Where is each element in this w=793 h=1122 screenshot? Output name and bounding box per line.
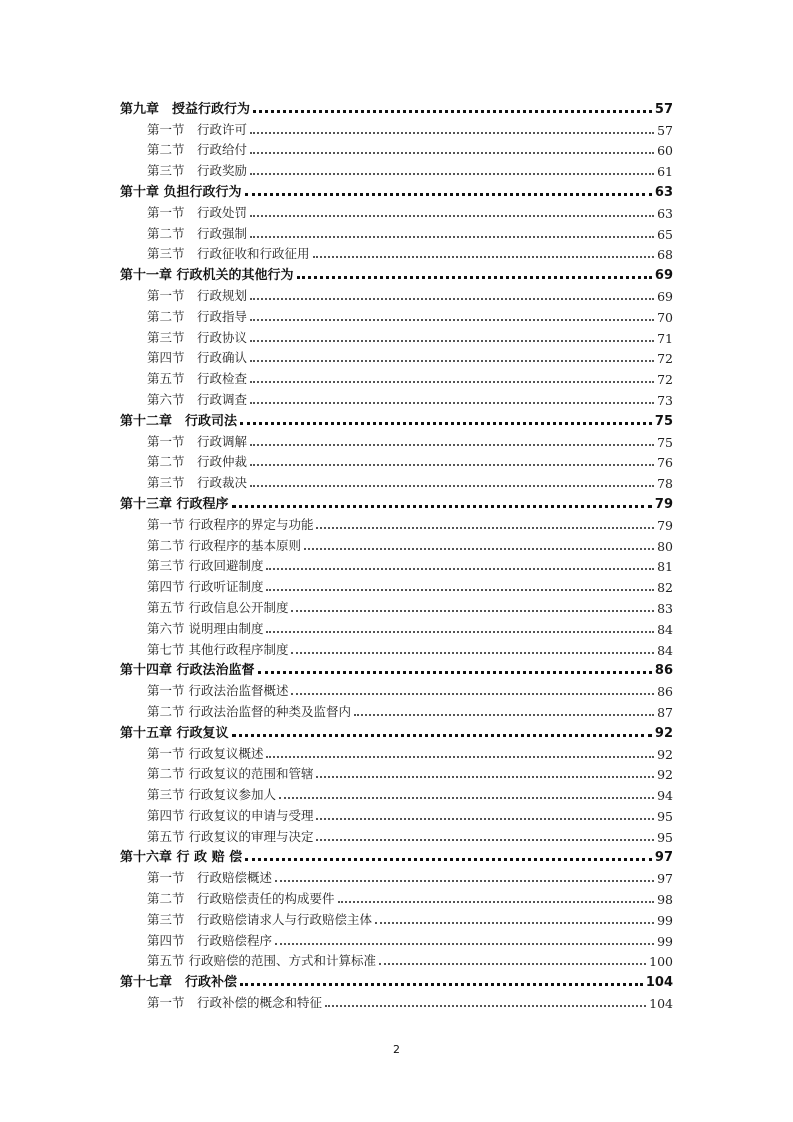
chapter-title: 第十五章 行政复议 — [120, 725, 229, 741]
section-page-number: 70 — [657, 309, 673, 325]
section-page-number: 99 — [657, 912, 673, 928]
dot-leader — [297, 276, 652, 279]
section-title: 第二节 行政给付 — [147, 142, 248, 158]
section-title: 第四节 行政听证制度 — [147, 579, 264, 595]
dot-leader — [266, 756, 654, 758]
toc-section-entry[interactable] — [120, 574, 673, 595]
section-page-number: 87 — [657, 704, 673, 720]
toc-section-entry[interactable] — [120, 512, 673, 533]
toc-chapter-entry[interactable] — [120, 658, 673, 679]
dot-leader — [304, 548, 654, 550]
dot-leader — [250, 381, 654, 383]
section-page-number: 69 — [657, 288, 673, 304]
section-title: 第一节 行政复议概述 — [147, 745, 264, 761]
section-title: 第二节 行政仲裁 — [147, 454, 248, 470]
section-title: 第三节 行政协议 — [147, 329, 248, 345]
dot-leader — [232, 734, 652, 737]
chapter-title: 第十六章 行 政 赔 偿 — [120, 850, 243, 866]
dot-leader — [316, 839, 654, 841]
section-title: 第二节 行政指导 — [147, 308, 248, 324]
section-page-number: 82 — [657, 580, 673, 596]
toc-section-entry[interactable] — [120, 200, 673, 221]
toc-section-entry[interactable] — [120, 242, 673, 263]
dot-leader — [313, 256, 655, 258]
toc-section-entry[interactable] — [120, 803, 673, 824]
table-of-contents — [120, 96, 673, 1011]
section-page-number: 104 — [649, 996, 673, 1012]
toc-section-entry[interactable] — [120, 554, 673, 575]
dot-leader — [316, 776, 654, 778]
dot-leader — [325, 1005, 646, 1007]
dot-leader — [275, 943, 654, 945]
section-title: 第五节 行政检查 — [147, 371, 248, 387]
section-title: 第五节 行政复议的审理与决定 — [147, 828, 314, 844]
dot-leader — [250, 485, 654, 487]
toc-chapter-entry[interactable] — [120, 720, 673, 741]
toc-chapter-entry[interactable] — [120, 491, 673, 512]
chapter-title: 第十二章 行政司法 — [120, 413, 238, 429]
toc-section-entry[interactable] — [120, 741, 673, 762]
dot-leader — [250, 340, 654, 342]
dot-leader — [245, 858, 652, 861]
section-page-number: 99 — [657, 933, 673, 949]
section-page-number: 75 — [657, 434, 673, 450]
toc-chapter-entry[interactable] — [120, 845, 673, 866]
section-page-number: 98 — [657, 892, 673, 908]
section-page-number: 95 — [657, 829, 673, 845]
chapter-page-number: 86 — [654, 663, 673, 679]
toc-section-entry[interactable] — [120, 762, 673, 783]
chapter-title: 第九章 授益行政行为 — [120, 101, 251, 117]
dot-leader — [250, 444, 654, 446]
toc-section-entry[interactable] — [120, 616, 673, 637]
section-page-number: 68 — [657, 247, 673, 263]
section-page-number: 78 — [657, 476, 673, 492]
toc-chapter-entry[interactable] — [120, 408, 673, 429]
section-page-number: 92 — [657, 746, 673, 762]
dot-leader — [275, 880, 654, 882]
toc-chapter-entry[interactable] — [120, 262, 673, 283]
dot-leader — [250, 402, 654, 404]
dot-leader — [250, 360, 654, 362]
section-title: 第二节 行政程序的基本原则 — [147, 537, 301, 553]
section-page-number: 63 — [657, 205, 673, 221]
dot-leader — [232, 505, 652, 508]
toc-section-entry[interactable] — [120, 990, 673, 1011]
chapter-title: 第十章 负担行政行为 — [120, 184, 242, 200]
section-title: 第二节 行政复议的范围和管辖 — [147, 766, 314, 782]
section-title: 第三节 行政复议参加人 — [147, 787, 276, 803]
chapter-page-number: 69 — [654, 268, 673, 284]
toc-section-entry[interactable] — [120, 158, 673, 179]
section-title: 第一节 行政程序的界定与功能 — [147, 516, 314, 532]
toc-chapter-entry[interactable] — [120, 179, 673, 200]
section-title: 第五节 行政赔偿的范围、方式和计算标准 — [147, 953, 376, 969]
dot-leader — [316, 527, 654, 529]
toc-section-entry[interactable] — [120, 304, 673, 325]
section-page-number: 83 — [657, 600, 673, 616]
dot-leader — [240, 422, 652, 425]
section-page-number: 61 — [657, 164, 673, 180]
dot-leader — [266, 568, 654, 570]
toc-section-entry[interactable] — [120, 824, 673, 845]
dot-leader — [316, 818, 654, 820]
section-page-number: 86 — [657, 684, 673, 700]
toc-section-entry[interactable] — [120, 221, 673, 242]
toc-section-entry[interactable] — [120, 678, 673, 699]
page-number: 2 — [393, 1043, 400, 1056]
dot-leader — [250, 319, 654, 321]
section-title: 第一节 行政调解 — [147, 433, 248, 449]
toc-section-entry[interactable] — [120, 346, 673, 367]
section-page-number: 65 — [657, 226, 673, 242]
toc-section-entry[interactable] — [120, 387, 673, 408]
dot-leader — [240, 983, 643, 986]
toc-section-entry[interactable] — [120, 886, 673, 907]
section-title: 第一节 行政补偿的概念和特征 — [147, 995, 323, 1011]
toc-section-entry[interactable] — [120, 949, 673, 970]
toc-section-entry[interactable] — [120, 470, 673, 491]
section-page-number: 73 — [657, 392, 673, 408]
dot-leader — [250, 298, 654, 300]
section-title: 第二节 行政法治监督的种类及监督内 — [147, 703, 351, 719]
toc-section-entry[interactable] — [120, 699, 673, 720]
section-title: 第一节 行政许可 — [147, 121, 248, 137]
toc-section-entry[interactable] — [120, 325, 673, 346]
section-title: 第二节 行政赔偿责任的构成要件 — [147, 891, 335, 907]
section-page-number: 57 — [657, 122, 673, 138]
section-page-number: 81 — [657, 559, 673, 575]
section-page-number: 94 — [657, 788, 673, 804]
section-page-number: 60 — [657, 143, 673, 159]
toc-section-entry[interactable] — [120, 533, 673, 554]
toc-section-entry[interactable] — [120, 907, 673, 928]
section-page-number: 84 — [657, 621, 673, 637]
dot-leader — [250, 215, 654, 217]
chapter-title: 第十四章 行政法治监督 — [120, 663, 255, 679]
toc-section-entry[interactable] — [120, 595, 673, 616]
chapter-page-number: 79 — [654, 496, 673, 512]
chapter-page-number: 92 — [654, 725, 673, 741]
section-page-number: 95 — [657, 808, 673, 824]
section-page-number: 71 — [657, 330, 673, 346]
section-page-number: 84 — [657, 642, 673, 658]
section-title: 第二节 行政强制 — [147, 225, 248, 241]
toc-section-entry[interactable] — [120, 117, 673, 138]
toc-section-entry[interactable] — [120, 782, 673, 803]
dot-leader — [266, 631, 654, 633]
dot-leader — [279, 797, 654, 799]
dot-leader — [245, 193, 652, 196]
section-title: 第四节 行政确认 — [147, 350, 248, 366]
toc-section-entry[interactable] — [120, 138, 673, 159]
chapter-page-number: 97 — [654, 850, 673, 866]
dot-leader — [250, 464, 654, 466]
toc-section-entry[interactable] — [120, 928, 673, 949]
section-title: 第三节 行政赔偿请求人与行政赔偿主体 — [147, 911, 373, 927]
section-page-number: 80 — [657, 538, 673, 554]
section-title: 第六节 说明理由制度 — [147, 620, 264, 636]
section-page-number: 72 — [657, 372, 673, 388]
dot-leader — [291, 652, 654, 654]
section-title: 第四节 行政复议的申请与受理 — [147, 807, 314, 823]
section-page-number: 76 — [657, 455, 673, 471]
chapter-page-number: 75 — [654, 413, 673, 429]
chapter-page-number: 63 — [654, 184, 673, 200]
toc-chapter-entry[interactable] — [120, 96, 673, 117]
chapter-title: 第十三章 行政程序 — [120, 496, 229, 512]
toc-chapter-entry[interactable] — [120, 969, 673, 990]
dot-leader — [266, 589, 654, 591]
dot-leader — [291, 610, 654, 612]
section-title: 第三节 行政奖励 — [147, 163, 248, 179]
toc-section-entry[interactable] — [120, 283, 673, 304]
dot-leader — [375, 922, 654, 924]
chapter-title: 第十七章 行政补偿 — [120, 975, 238, 991]
toc-section-entry[interactable] — [120, 450, 673, 471]
dot-leader — [250, 173, 654, 175]
section-title: 第三节 行政裁决 — [147, 475, 248, 491]
section-title: 第一节 行政处罚 — [147, 204, 248, 220]
dot-leader — [250, 132, 654, 134]
section-title: 第一节 行政规划 — [147, 287, 248, 303]
dot-leader — [250, 236, 654, 238]
section-title: 第四节 行政赔偿程序 — [147, 932, 273, 948]
toc-section-entry[interactable] — [120, 637, 673, 658]
dot-leader — [258, 671, 652, 674]
section-title: 第五节 行政信息公开制度 — [147, 599, 289, 615]
chapter-page-number: 104 — [645, 975, 673, 991]
section-title: 第三节 行政回避制度 — [147, 558, 264, 574]
section-page-number: 100 — [649, 954, 673, 970]
toc-section-entry[interactable] — [120, 865, 673, 886]
chapter-page-number: 57 — [654, 101, 673, 117]
section-page-number: 92 — [657, 767, 673, 783]
dot-leader — [250, 152, 654, 154]
section-page-number: 97 — [657, 871, 673, 887]
dot-leader — [253, 110, 652, 113]
dot-leader — [354, 714, 654, 716]
section-title: 第六节 行政调查 — [147, 391, 248, 407]
toc-section-entry[interactable] — [120, 429, 673, 450]
toc-section-entry[interactable] — [120, 366, 673, 387]
section-page-number: 79 — [657, 517, 673, 533]
section-title: 第一节 行政赔偿概述 — [147, 870, 273, 886]
dot-leader — [291, 693, 654, 695]
section-title: 第一节 行政法治监督概述 — [147, 683, 289, 699]
section-title: 第七节 其他行政程序制度 — [147, 641, 289, 657]
dot-leader — [338, 901, 655, 903]
chapter-title: 第十一章 行政机关的其他行为 — [120, 268, 294, 284]
dot-leader — [379, 963, 646, 965]
section-page-number: 72 — [657, 351, 673, 367]
section-title: 第三节 行政征收和行政征用 — [147, 246, 310, 262]
